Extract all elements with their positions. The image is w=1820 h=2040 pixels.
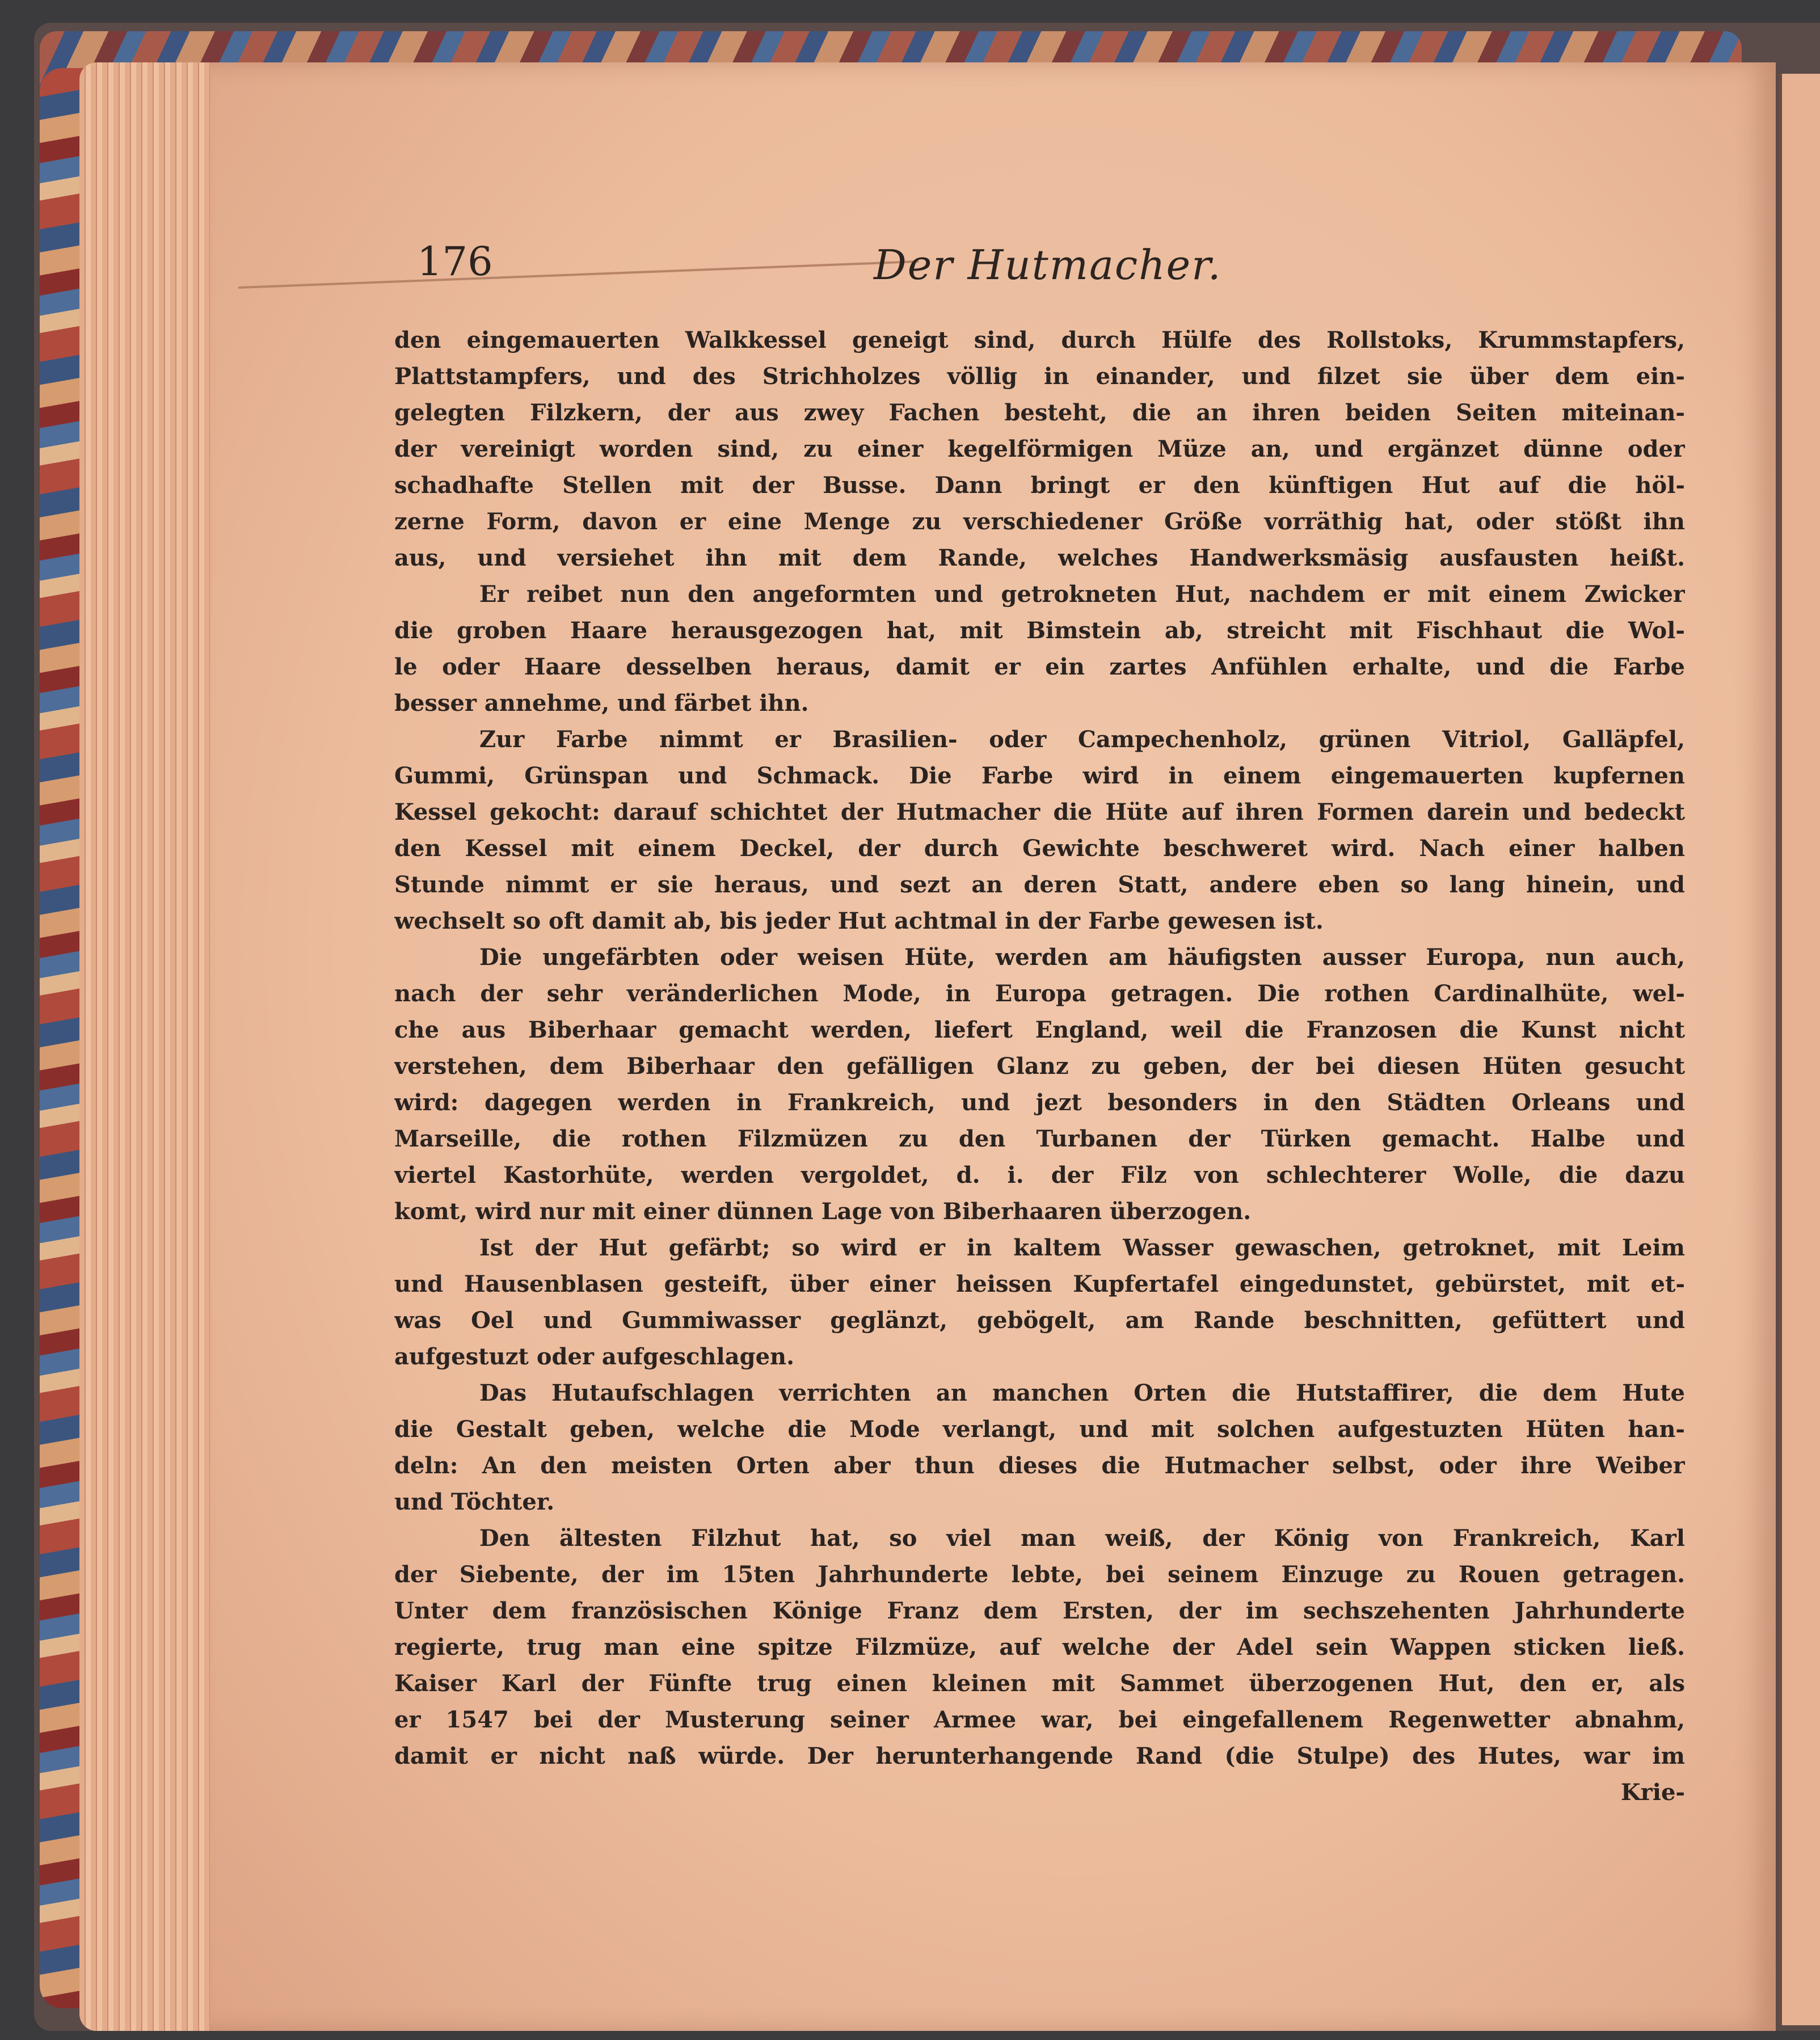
text-line: che aus Biberhaar gemacht werden, liefert England, weil die Franzosen die Kunst nicht bbox=[394, 1017, 1685, 1043]
running-title: Der Hutmacher. bbox=[874, 241, 1222, 289]
text-line: den Kessel mit einem Deckel, der durch Gewichte beschweret wird. Nach einer halben bbox=[394, 835, 1685, 862]
text-line: Marseille, die rothen Filzmüzen zu den Turbanen der Türken gemacht. Halbe und bbox=[394, 1126, 1685, 1152]
text-line: deln: An den meisten Orten aber thun dieses die Hutmacher selbst, oder ihre Weiber bbox=[394, 1452, 1685, 1479]
text-line: aus, und versiehet ihn mit dem Rande, welches Handwerksmäsig ausfausten heißt. bbox=[394, 545, 1685, 571]
text-line: die Gestalt geben, welche die Mode verlangt, und mit solchen aufgestuzten Hüten han- bbox=[394, 1416, 1685, 1443]
text-line: den eingemauerten Walkkessel geneigt sind, durch Hülfe des Rollstoks, Krummstapfers, bbox=[394, 327, 1685, 353]
body-text bbox=[394, 322, 1685, 1811]
text-line: komt, wird nur mit einer dünnen Lage von Biberhaaren überzogen. bbox=[394, 1198, 1252, 1225]
text-line: und Töchter. bbox=[394, 1489, 555, 1515]
text-line: Kaiser Karl der Fünfte trug einen kleinen mit Sammet überzogenen Hut, den er, als bbox=[394, 1670, 1685, 1697]
text-line: Stunde nimmt er sie heraus, und sezt an deren Statt, andere eben so lang hinein, und bbox=[394, 871, 1685, 898]
text-line: was Oel und Gummiwasser geglänzt, gebögelt, am Rande beschnitten, gefüttert und bbox=[394, 1307, 1685, 1334]
text-line: Gummi, Grünspan und Schmack. Die Farbe wird in einem eingemauerten kupfernen bbox=[394, 762, 1685, 789]
text-line: schadhafte Stellen mit der Busse. Dann bringt er den künftigen Hut auf die höl- bbox=[394, 472, 1685, 499]
text-line: le oder Haare desselben heraus, damit er ein zartes Anfühlen erhalte, und die Farbe bbox=[394, 654, 1685, 680]
page-stack-edge bbox=[79, 62, 227, 2031]
text-line: Ist der Hut gefärbt; so wird er in kaltem Wasser gewaschen, getroknet, mit Leim bbox=[479, 1234, 1685, 1261]
text-line: Plattstampfers, und des Strichholzes völlig in einander, und filzet sie über dem ein- bbox=[394, 363, 1685, 390]
text-line: aufgestuzt oder aufgeschlagen. bbox=[394, 1343, 795, 1370]
text-line: regierte, trug man eine spitze Filzmüze, auf welche der Adel sein Wappen sticken ließ. bbox=[394, 1634, 1685, 1660]
text-line: die groben Haare herausgezogen hat, mit Bimstein ab, streicht mit Fischhaut die Wol- bbox=[394, 617, 1685, 644]
text-line: wechselt so oft damit ab, bis jeder Hut achtmal in der Farbe gewesen ist. bbox=[394, 908, 1324, 934]
text-line: er 1547 bei der Musterung seiner Armee war, bei eingefallenem Regenwetter abnahm, bbox=[394, 1706, 1685, 1733]
text-line: Das Hutaufschlagen verrichten an manchen Orten die Hutstaffirer, die dem Hute bbox=[479, 1380, 1685, 1406]
text-line: Krie- bbox=[1620, 1779, 1685, 1806]
text-line: damit er nicht naß würde. Der herunterhangende Rand (die Stulpe) des Hutes, war im bbox=[394, 1743, 1685, 1769]
page-number: 176 bbox=[417, 238, 493, 285]
text-line: verstehen, dem Biberhaar den gefälligen Glanz zu geben, der bei diesen Hüten gesucht bbox=[394, 1053, 1685, 1080]
text-line: zerne Form, davon er eine Menge zu verschiedener Größe vorräthig hat, oder stößt ihn bbox=[394, 508, 1685, 535]
text-line: nach der sehr veränderlichen Mode, in Europa getragen. Die rothen Cardinalhüte, wel- bbox=[394, 980, 1685, 1007]
text-line: der Siebente, der im 15ten Jahrhunderte lebte, bei seinem Einzuge zu Rouen getragen. bbox=[394, 1561, 1685, 1588]
text-line: Zur Farbe nimmt er Brasilien- oder Campechenholz, grünen Vitriol, Galläpfel, bbox=[479, 726, 1685, 753]
text-line: und Hausenblasen gesteift, über einer heissen Kupfertafel eingedunstet, gebürstet, mit et- bbox=[394, 1271, 1685, 1297]
text-line: wird: dagegen werden in Frankreich, und jezt besonders in den Städten Orleans und bbox=[394, 1089, 1685, 1116]
text-line: der vereinigt worden sind, zu einer kegelförmigen Müze an, und ergänzet dünne oder bbox=[394, 436, 1685, 462]
text-line: Kessel gekocht: darauf schichtet der Hutmacher die Hüte auf ihren Formen darein und bedeckt bbox=[394, 799, 1685, 825]
text-line: besser annehme, und färbet ihn. bbox=[394, 690, 809, 716]
text-line: Die ungefärbten oder weisen Hüte, werden am häufigsten ausser Europa, nun auch, bbox=[479, 944, 1685, 971]
text-line: gelegten Filzkern, der aus zwey Fachen besteht, die an ihren beiden Seiten miteinan- bbox=[394, 399, 1685, 426]
text-line: Unter dem französischen Könige Franz dem Ersten, der im sechszehenten Jahrhunderte bbox=[394, 1598, 1685, 1624]
text-line: Er reibet nun den angeformten und getrokneten Hut, nachdem er mit einem Zwicker bbox=[479, 581, 1685, 608]
text-line: Den ältesten Filzhut hat, so viel man weiß, der König von Frankreich, Karl bbox=[479, 1525, 1685, 1552]
text-line: viertel Kastorhüte, werden vergoldet, d. i. der Filz von schlechterer Wolle, die dazu bbox=[394, 1162, 1685, 1188]
facing-page-edge bbox=[1779, 74, 1820, 2025]
